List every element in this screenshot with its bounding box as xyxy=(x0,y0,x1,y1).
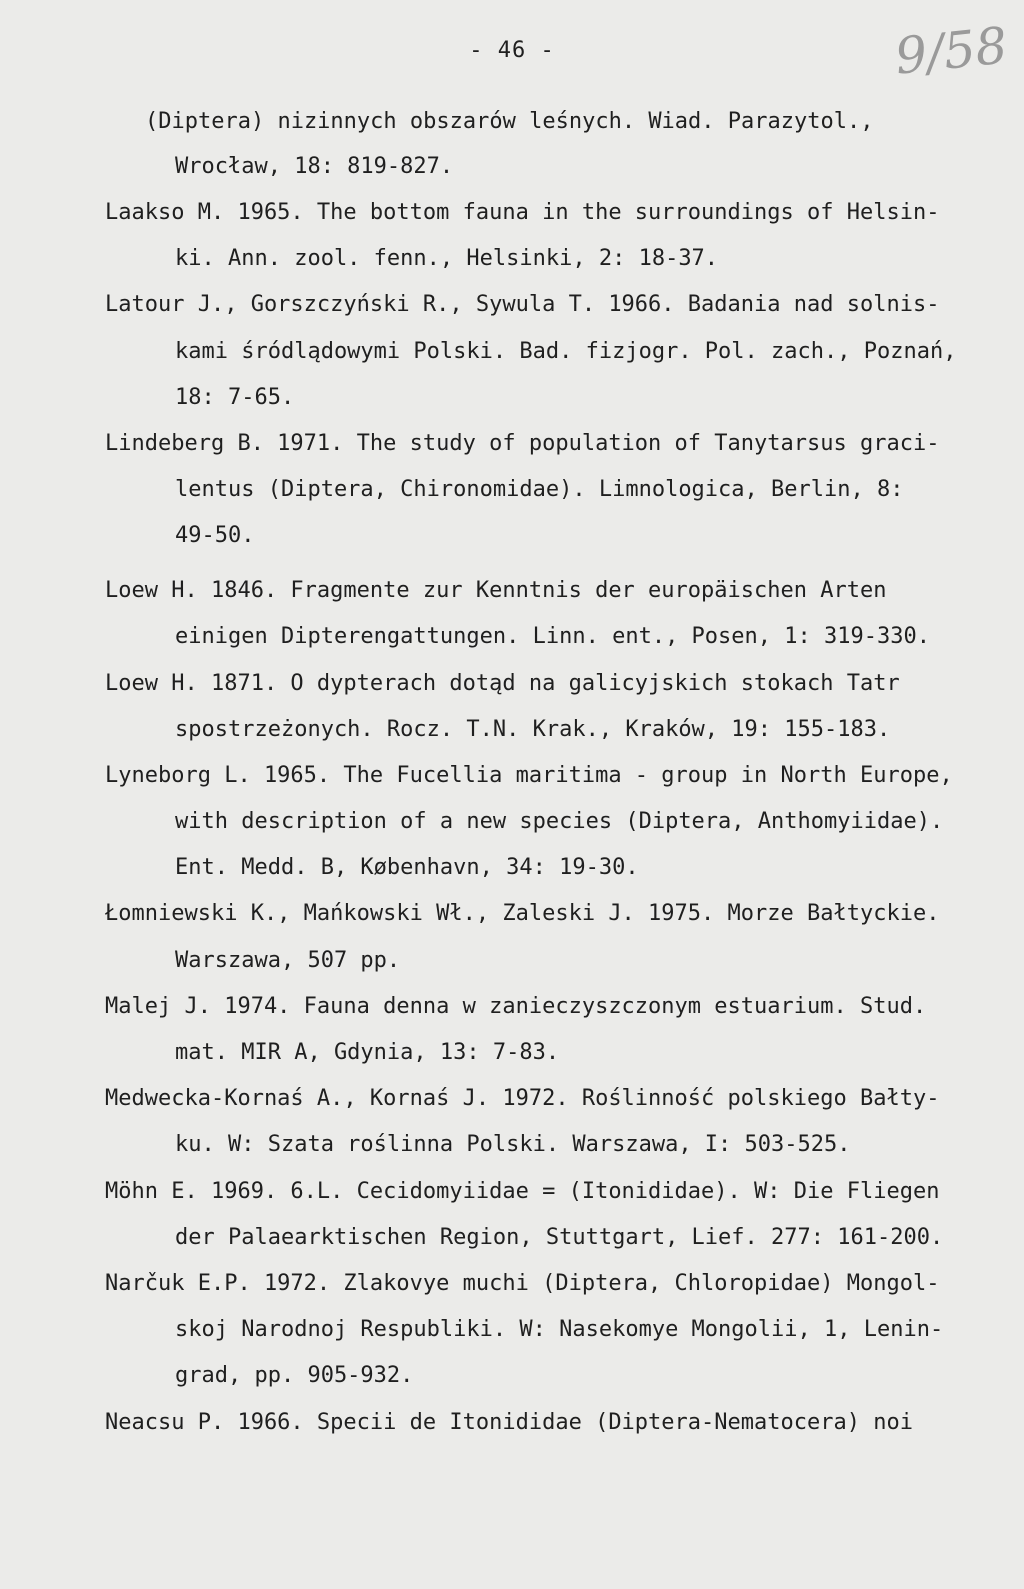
handwritten-annotation: 9/58 xyxy=(892,16,1011,86)
reference-line: Lindeberg B. 1971. The study of population of Tanytarsus graci- xyxy=(105,431,940,456)
reference-line: Malej J. 1974. Fauna denna w zanieczyszczonym estuarium. Stud. xyxy=(105,994,927,1019)
reference-line: Narčuk E.P. 1972. Zlakovye muchi (Diptera, Chloropidae) Mongol- xyxy=(105,1271,940,1296)
reference-line: Medwecka-Kornaś A., Kornaś J. 1972. Roślinność polskiego Bałty- xyxy=(105,1086,940,1111)
page-number: - 46 - xyxy=(469,38,555,63)
reference-line: Neacsu P. 1966. Specii de Itonididae (Diptera-Nematocera) noi xyxy=(105,1410,913,1435)
reference-line: Wrocław, 18: 819-827. xyxy=(175,154,454,179)
reference-line: 18: 7-65. xyxy=(175,385,295,410)
reference-line: spostrzeżonych. Rocz. T.N. Krak., Kraków, 19: 155-183. xyxy=(175,717,891,742)
reference-line: Loew H. 1846. Fragmente zur Kenntnis der europäischen Arten xyxy=(105,578,887,603)
reference-line: Latour J., Gorszczyński R., Sywula T. 1966. Badania nad solnis- xyxy=(105,292,940,317)
reference-line: Laakso M. 1965. The bottom fauna in the surroundings of Helsin- xyxy=(105,200,940,225)
reference-line: mat. MIR A, Gdynia, 13: 7-83. xyxy=(175,1040,560,1065)
reference-line: der Palaearktischen Region, Stuttgart, Lief. 277: 161-200. xyxy=(175,1225,944,1250)
reference-line: lentus (Diptera, Chironomidae). Limnologica, Berlin, 8: xyxy=(175,477,904,502)
reference-line: Ent. Medd. B, København, 34: 19-30. xyxy=(175,855,639,880)
reference-line: ku. W: Szata roślinna Polski. Warszawa, I: 503-525. xyxy=(175,1132,851,1157)
reference-line: einigen Dipterengattungen. Linn. ent., Posen, 1: 319-330. xyxy=(175,624,930,649)
reference-line: Lyneborg L. 1965. The Fucellia maritima - group in North Europe, xyxy=(105,763,953,788)
reference-line: Warszawa, 507 pp. xyxy=(175,948,401,973)
reference-line: grad, pp. 905-932. xyxy=(175,1363,414,1388)
reference-line: skoj Narodnoj Respubliki. W: Nasekomye Mongolii, 1, Lenin- xyxy=(175,1317,944,1342)
reference-line: Loew H. 1871. O dypterach dotąd na galicyjskich stokach Tatr xyxy=(105,671,900,696)
reference-line: Möhn E. 1969. 6.L. Cecidomyiidae = (Itonididae). W: Die Fliegen xyxy=(105,1179,940,1204)
reference-line: (Diptera) nizinnych obszarów leśnych. Wiad. Parazytol., xyxy=(145,109,874,134)
reference-line: with description of a new species (Diptera, Anthomyiidae). xyxy=(175,809,944,834)
reference-line: 49-50. xyxy=(175,523,255,548)
reference-line: Łomniewski K., Mańkowski Wł., Zaleski J. 1975. Morze Bałtyckie. xyxy=(105,901,940,926)
reference-line: kami śródlądowymi Polski. Bad. fizjogr. Pol. zach., Poznań, xyxy=(175,339,957,364)
reference-line: ki. Ann. zool. fenn., Helsinki, 2: 18-37. xyxy=(175,246,719,271)
